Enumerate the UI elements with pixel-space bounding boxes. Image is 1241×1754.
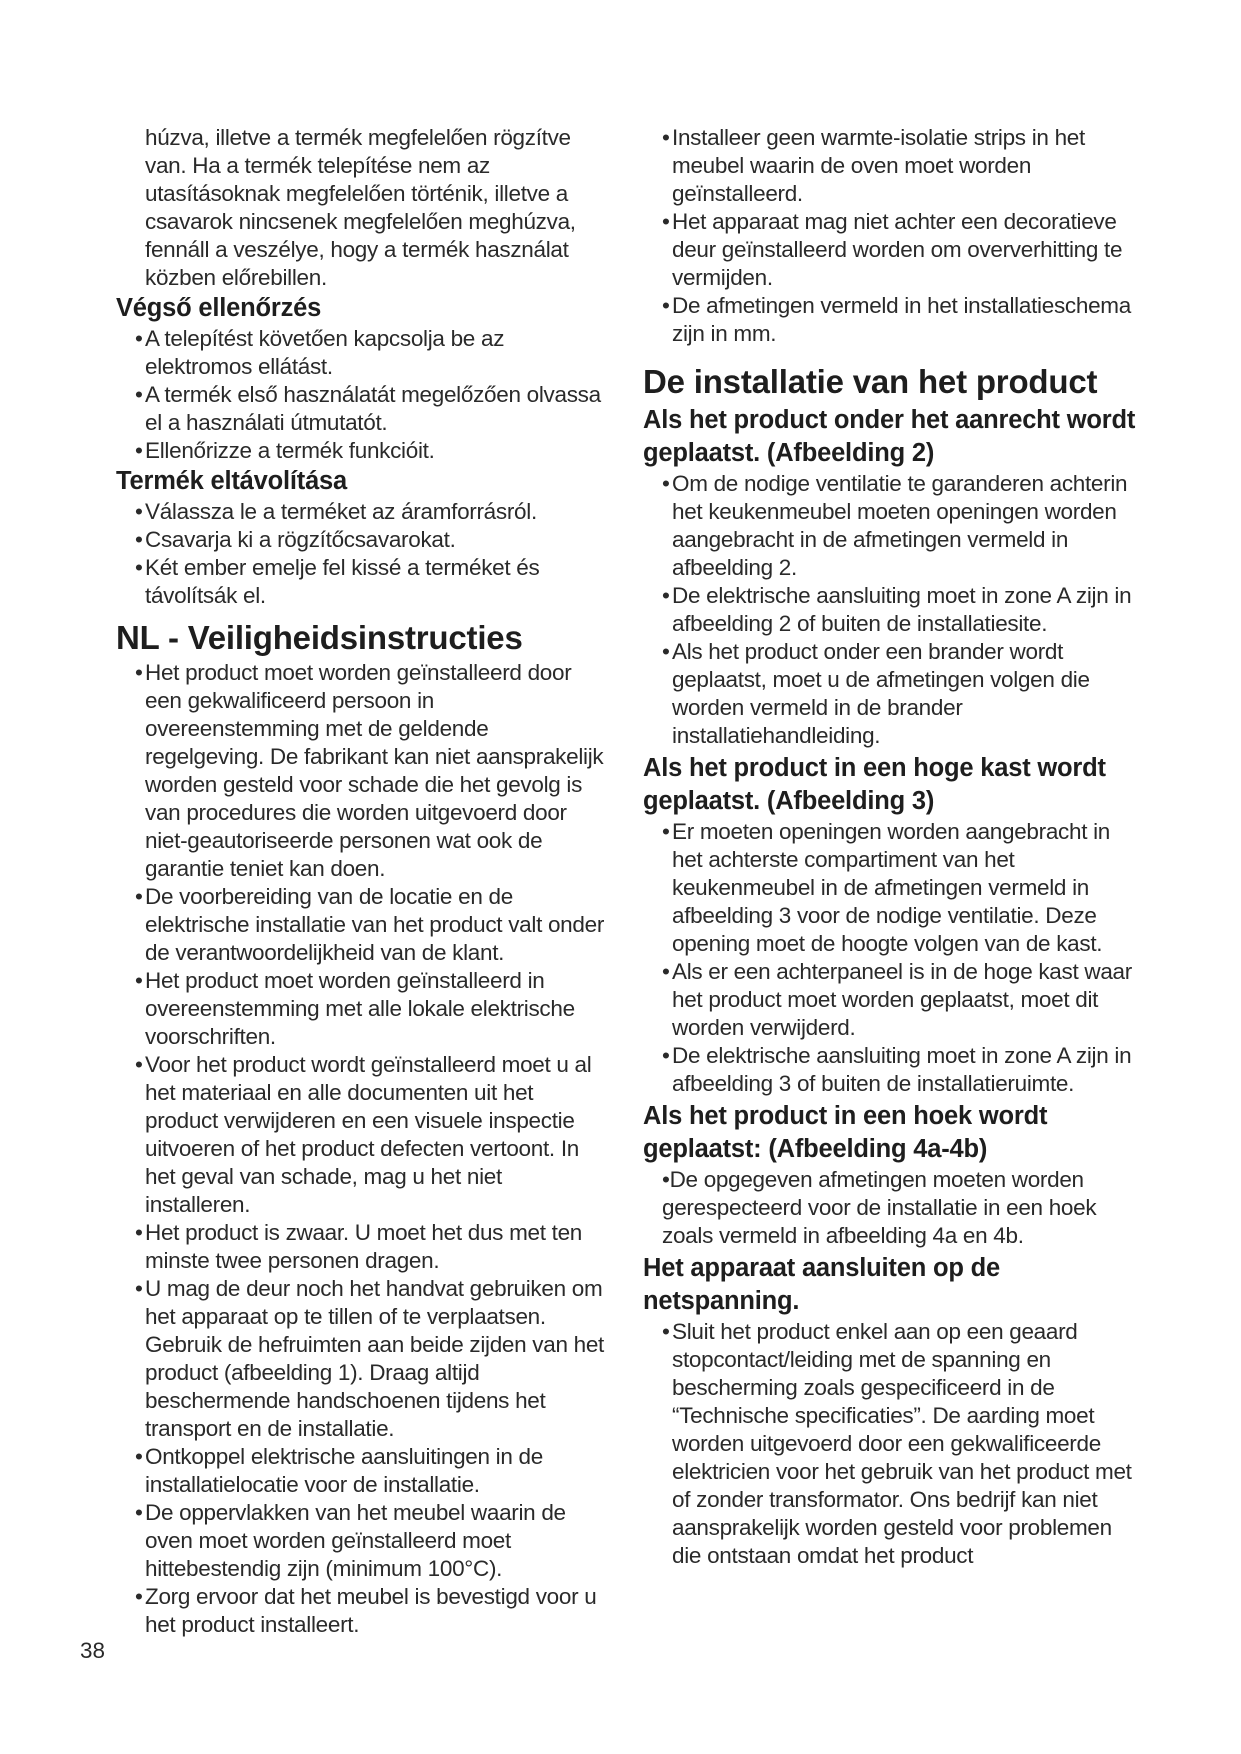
bullet-icon: • (662, 471, 670, 496)
bullet-icon: • (135, 555, 143, 580)
bullet-icon: • (135, 1276, 143, 1301)
list-item: • Ontkoppel elektrische aansluitingen in de installatielocatie voor de installatie. (135, 1444, 543, 1497)
list-item: • De oppervlakken van het meubel waarin de oven moet worden geïnstalleerd moet hittebestendig zijn (minimum 100°C). (135, 1500, 566, 1581)
removal-heading: Termék eltávolítása (116, 467, 348, 495)
bullet-icon: • (662, 1319, 670, 1344)
bullet-icon: • (662, 1043, 670, 1068)
bullet-icon: • (135, 499, 143, 524)
list-item: • Als er een achterpaneel is in de hoge kast waar het product moet worden geplaatst, moet dit worden verwijderd. (662, 959, 1132, 1040)
list-item: • Installeer geen warmte-isolatie strips in het meubel waarin de oven moet worden geïnstalleerd. (662, 125, 1085, 206)
bullet-icon: • (135, 1444, 143, 1469)
bullet-icon: • (135, 884, 143, 909)
list-item: • A telepítést követően kapcsolja be az elektromos ellátást. (135, 326, 505, 379)
list-item: • Voor het product wordt geïnstalleerd moet u al het materiaal en alle documenten uit het product verwijderen en een visuele inspectie uitvoeren of het product defecten vertoont. In het geval van schade, mag u het niet installeren. (135, 1052, 592, 1217)
mains-heading: Het apparaat aansluiten op de netspanning. (643, 1254, 1000, 1315)
bullet-icon: • (662, 959, 670, 984)
list-item: • Het product moet worden geïnstalleerd in overeenstemming met alle lokale elektrische voorschriften. (135, 968, 575, 1049)
list-item: • A termék első használatát megelőzően olvassa el a használati útmutatót. (135, 382, 601, 435)
bullet-icon: • (662, 209, 670, 234)
list-item: • U mag de deur noch het handvat gebruiken om het apparaat op te tillen of te verplaatsen. Gebruik de hefruimten aan beide zijden van het product (afbeelding 1). Draag altijd beschermende handschoenen tijdens het transport en de installatie. (135, 1276, 605, 1441)
bullet-icon: • (135, 382, 143, 407)
bullet-icon: • (662, 583, 670, 608)
list-item: • Ellenőrizze a termék funkcióit. (135, 438, 435, 463)
list-item: • Zorg ervoor dat het meubel is bevestigd voor u het product installeert. (135, 1584, 597, 1637)
bullet-icon: • (135, 660, 143, 685)
bullet-icon: • (135, 326, 143, 351)
under-counter-list (643, 470, 1143, 750)
bullet-icon: • (135, 1500, 143, 1525)
bullet-icon: • (662, 819, 670, 844)
list-item: • Válassza le a terméket az áramforrásról. (135, 499, 537, 524)
list-item: • Het apparaat mag niet achter een decoratieve deur geïnstalleerd worden om oververhitting te vermijden. (662, 209, 1123, 290)
corner-paragraph: •De opgegeven afmetingen moeten worden gerespecteerd voor de installatie in een hoek zoals vermeld in afbeelding 4a en 4b. (662, 1167, 1097, 1248)
final-check-list (116, 325, 611, 465)
page-number: 38 (80, 1638, 106, 1663)
list-item: • De elektrische aansluiting moet in zone A zijn in afbeelding 2 of buiten de installatiesite. (662, 583, 1132, 636)
top-list (643, 124, 1143, 348)
list-item: • De voorbereiding van de locatie en de elektrische installatie van het product valt onder de verantwoordelijkheid van de klant. (135, 884, 605, 965)
right-column (643, 124, 1143, 1570)
corner-heading: Als het product in een hoek wordt geplaatst: (Afbeelding 4a-4b) (643, 1102, 1048, 1163)
bullet-icon: • (662, 293, 670, 318)
intro-paragraph: húzva, illetve a termék megfelelően rögzítve van. Ha a termék telepítése nem az utasításoknak megfelelően történik, illetve a csavarok nincsenek megfelelően meghúzva, fennáll a veszélye, hogy a termék használat közben előrebillen. (145, 125, 576, 290)
bullet-icon: • (662, 639, 670, 664)
list-item: • Sluit het product enkel aan op een geaard stopcontact/leiding met de spanning en bescherming zoals gespecificeerd in de “Technische specificaties”. De aarding moet worden uitgevoerd door een gekwalificeerde elektricien voor het gebruik van het product met of zonder transformator. Ons bedrijf kan niet aansprakelijk worden gesteld voor problemen die ontstaan omdat het product (662, 1319, 1132, 1568)
install-heading: De installatie van het product (643, 363, 1098, 400)
mains-list (643, 1318, 1143, 1570)
list-item: • Het product moet worden geïnstalleerd door een gekwalificeerd persoon in overeenstemming met de geldende regelgeving. De fabrikant kan niet aansprakelijk worden gesteld voor schade die het gevolg is van procedures die worden uitgevoerd door niet-geautoriseerde personen wat ook de garantie teniet kan doen. (135, 660, 604, 881)
bullet-icon: • (135, 968, 143, 993)
final-check-heading: Végső ellenőrzés (116, 294, 322, 322)
list-item: • De afmetingen vermeld in het installatieschema zijn in mm. (662, 293, 1131, 346)
list-item: • Er moeten openingen worden aangebracht in het achterste compartiment van het keukenmeubel in de afmetingen vermeld in afbeelding 3 voor de nodige ventilatie. Deze opening moet de hoogte volgen van de kast. (662, 819, 1111, 956)
under-counter-heading: Als het product onder het aanrecht wordt geplaatst. (Afbeelding 2) (643, 406, 1136, 467)
bullet-icon: • (135, 1052, 143, 1077)
bullet-icon: • (135, 1584, 143, 1609)
tall-cabinet-list (643, 818, 1143, 1098)
list-item: • Csavarja ki a rögzítőcsavarokat. (135, 527, 456, 552)
safety-list (116, 659, 611, 1639)
bullet-icon: • (135, 527, 143, 552)
safety-heading: NL - Veiligheidsinstructies (116, 619, 523, 656)
bullet-icon: • (662, 125, 670, 150)
list-item: • Als het product onder een brander wordt geplaatst, moet u de afmetingen volgen die worden vermeld in de brander installatiehandleiding. (662, 639, 1090, 748)
list-item: • De elektrische aansluiting moet in zone A zijn in afbeelding 3 of buiten de installatieruimte. (662, 1043, 1132, 1096)
bullet-icon: • (135, 1220, 143, 1245)
list-item: • Het product is zwaar. U moet het dus met ten minste twee personen dragen. (135, 1220, 583, 1273)
removal-list (116, 498, 611, 610)
tall-cabinet-heading: Als het product in een hoge kast wordt geplaatst. (Afbeelding 3) (643, 754, 1106, 815)
list-item: • Om de nodige ventilatie te garanderen achterin het keukenmeubel moeten openingen worden aangebracht in de afmetingen vermeld in afbeelding 2. (662, 471, 1128, 580)
list-item: • Két ember emelje fel kissé a terméket és távolítsák el. (135, 555, 540, 608)
bullet-icon: • (135, 438, 143, 463)
left-column (116, 124, 611, 1639)
